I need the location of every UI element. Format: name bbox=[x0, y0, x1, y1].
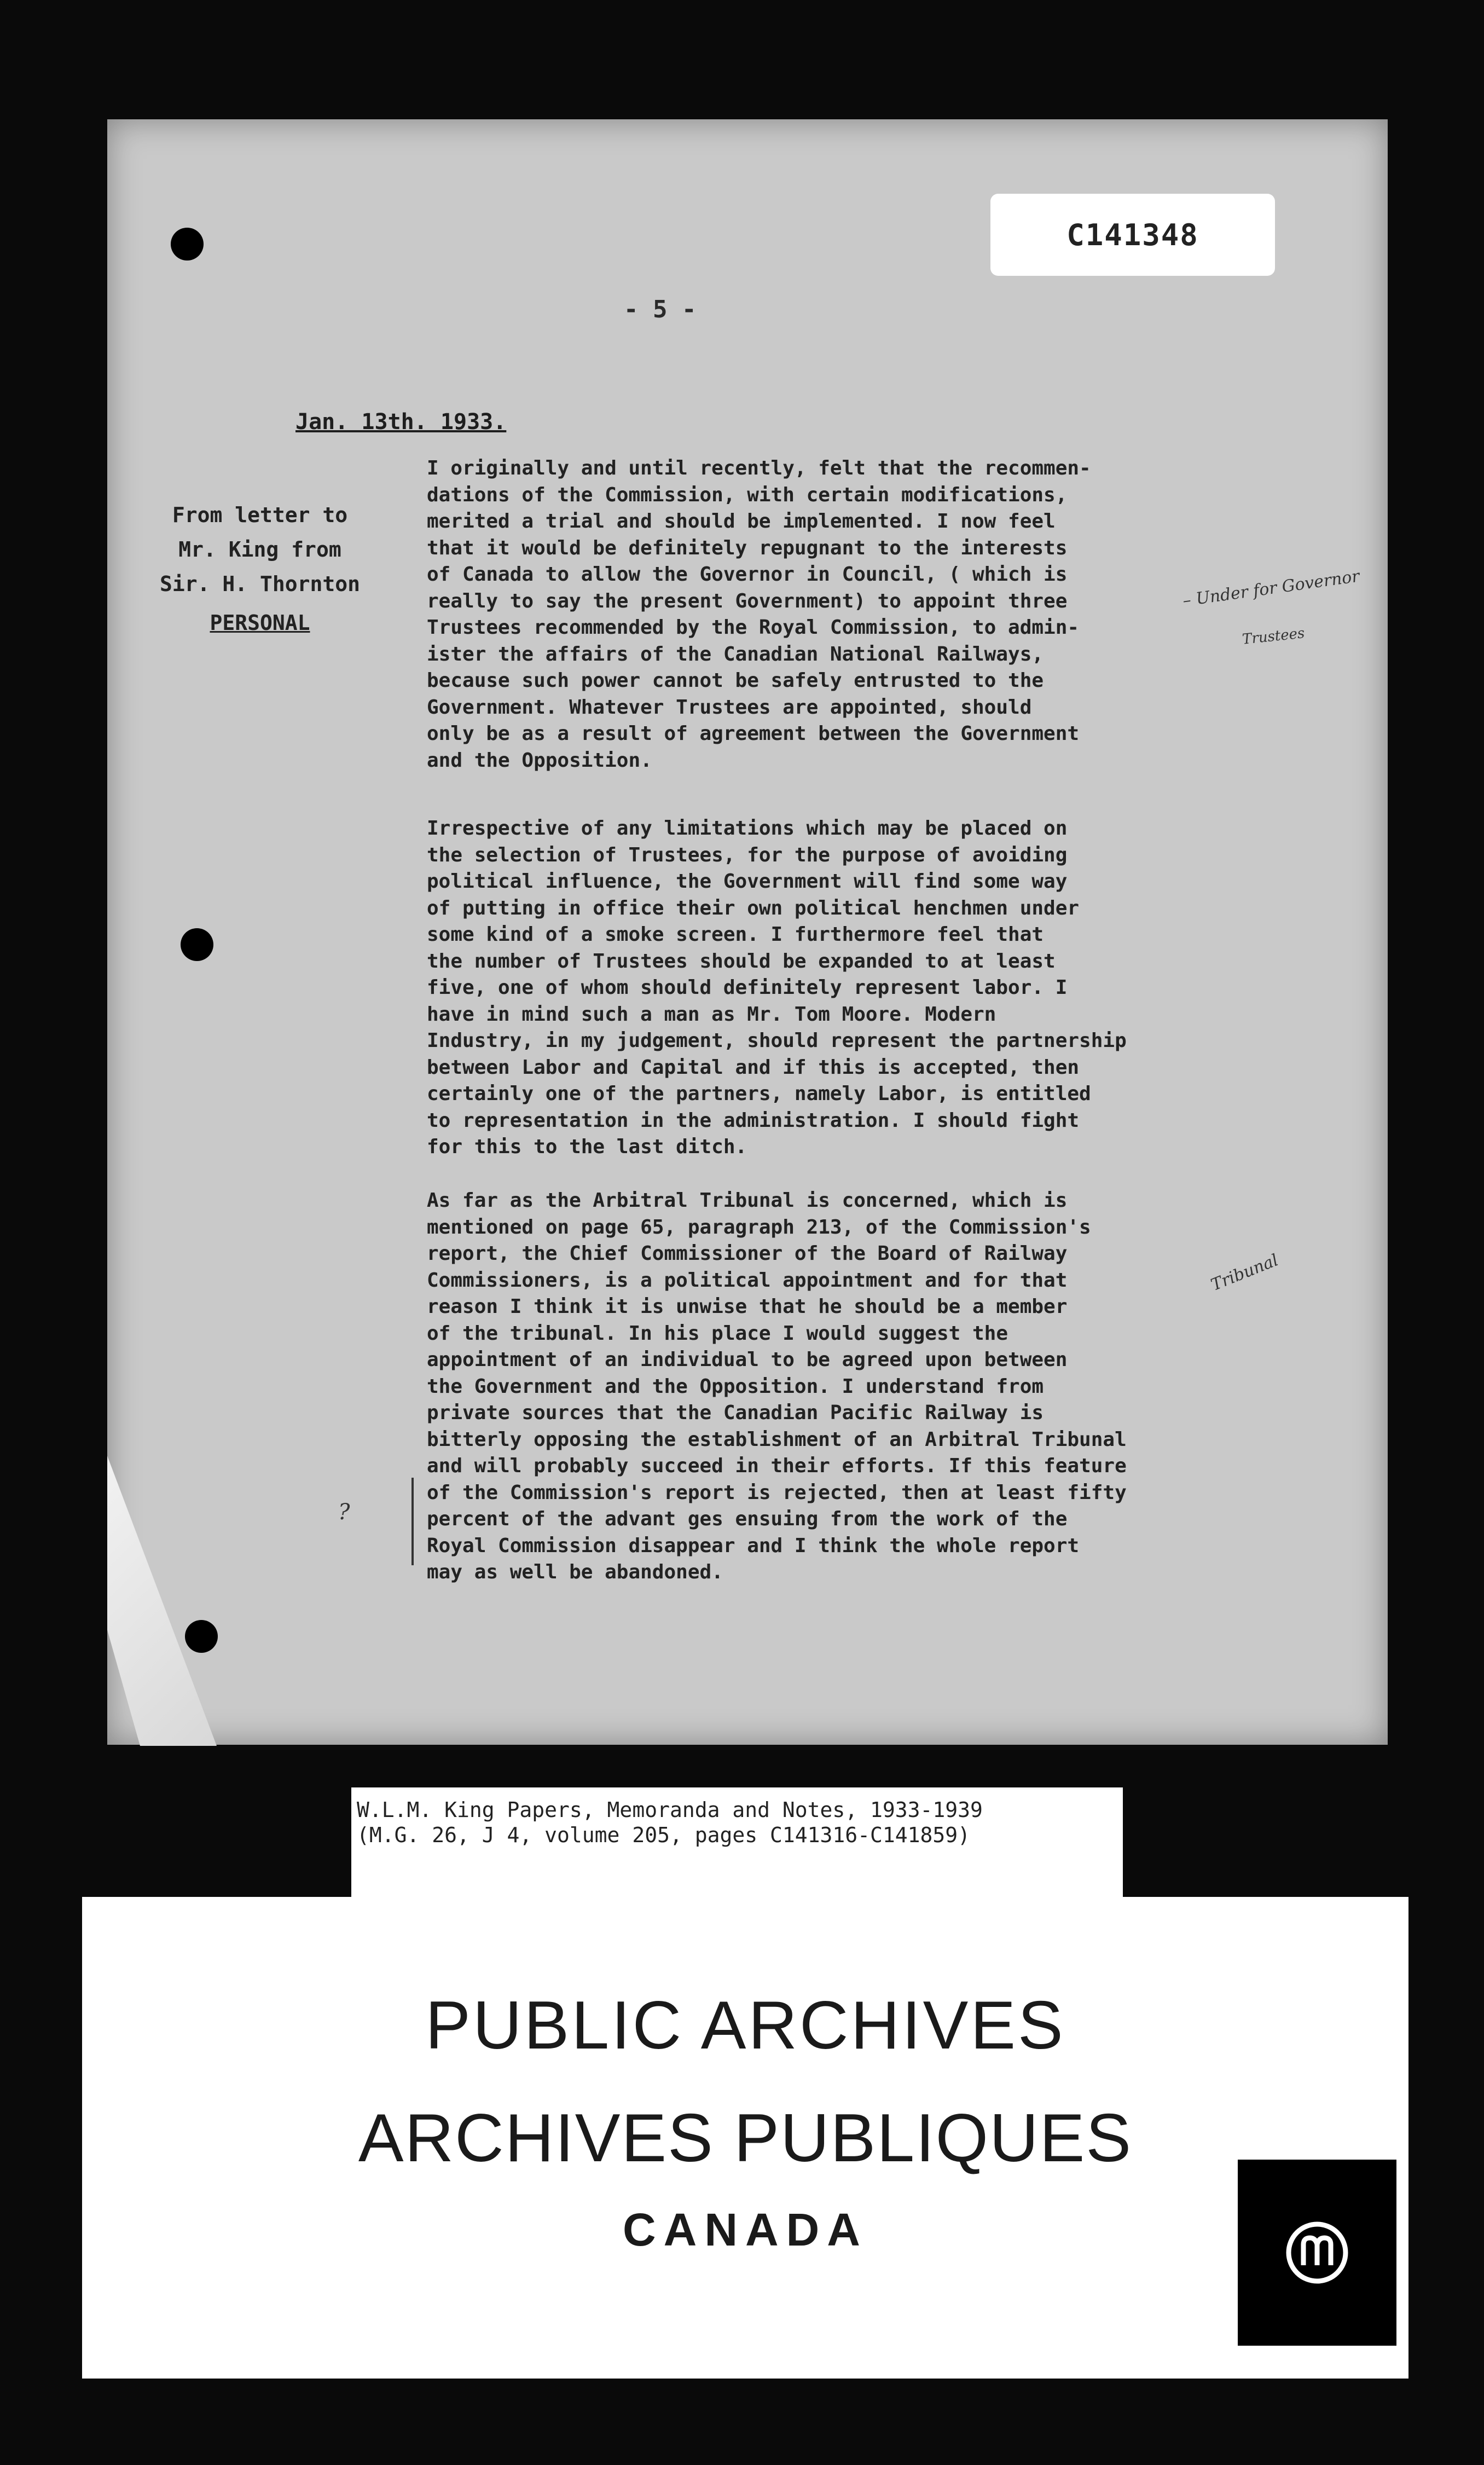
margin-note-line: Sir. H. Thornton bbox=[159, 572, 361, 596]
collection-caption bbox=[351, 1787, 1123, 1900]
text-line: Irrespective of any limitations which may be placed on bbox=[427, 817, 1068, 840]
caption-line: (M.G. 26, J 4, volume 205, pages C141316-C141859) bbox=[357, 1823, 971, 1847]
text-line: As far as the Arbitral Tribunal is concerned, which is bbox=[427, 1189, 1068, 1212]
text-line: appointment of an individual to be agreed upon between bbox=[427, 1349, 1068, 1371]
text-line: mentioned on page 65, paragraph 213, of the Commission's bbox=[427, 1216, 1091, 1239]
text-line: Commissioners, is a political appointment and for that bbox=[427, 1269, 1068, 1292]
text-line: reason I think it is unwise that he should be a member bbox=[427, 1295, 1068, 1318]
punch-hole bbox=[171, 228, 204, 261]
text-line: because such power cannot be safely entrusted to the bbox=[427, 669, 1044, 692]
text-line: some kind of a smoke screen. I furthermore feel that bbox=[427, 923, 1044, 946]
handwritten-annotation: Tribunal bbox=[1208, 1251, 1282, 1295]
margin-note bbox=[131, 498, 389, 640]
caption-line: W.L.M. King Papers, Memoranda and Notes, 1933-1939 bbox=[357, 1798, 983, 1822]
text-line: and will probably succeed in their efforts. If this feature bbox=[427, 1455, 1127, 1477]
text-line: report, the Chief Commissioner of the Board of Railway bbox=[427, 1242, 1068, 1265]
document-id-label bbox=[990, 194, 1275, 276]
text-line: the selection of Trustees, for the purpose of avoiding bbox=[427, 843, 1068, 866]
text-line: ister the affairs of the Canadian National Railways, bbox=[427, 643, 1044, 666]
paragraph-arbitral-tribunal bbox=[427, 1188, 1242, 1586]
letter-date: Jan. 13th. 1933. bbox=[295, 409, 507, 435]
text-line: I originally and until recently, felt that the recommen- bbox=[427, 457, 1091, 479]
text-line: for this to the last ditch. bbox=[427, 1136, 747, 1158]
document-id-text: C141348 bbox=[1066, 217, 1199, 252]
text-line: Government. Whatever Trustees are appointed, should bbox=[427, 696, 1032, 719]
text-line: of the tribunal. In his place I would suggest the bbox=[427, 1322, 1008, 1345]
text-line: Royal Commission disappear and I think the whole report bbox=[427, 1534, 1080, 1557]
text-line: five, one of whom should definitely represent labor. I bbox=[427, 976, 1068, 999]
text-line: Trustees recommended by the Royal Commission, to admin- bbox=[427, 616, 1080, 639]
text-line: private sources that the Canadian Pacific Railway is bbox=[427, 1402, 1044, 1424]
archives-logo-icon bbox=[1282, 2217, 1353, 2288]
text-line: to representation in the administration. I should fight bbox=[427, 1109, 1080, 1132]
archives-title-card bbox=[82, 1897, 1408, 2379]
text-line: political influence, the Government will find some way bbox=[427, 870, 1068, 893]
text-line: dations of the Commission, with certain modifications, bbox=[427, 483, 1068, 506]
text-line: really to say the present Government) to appoint three bbox=[427, 589, 1068, 612]
text-line: that it would be definitely repugnant to the interests bbox=[427, 536, 1068, 559]
margin-note-line: Mr. King from bbox=[178, 537, 341, 562]
paragraph-recommendations bbox=[427, 455, 1242, 774]
text-line: bitterly opposing the establishment of an Arbitral Tribunal bbox=[427, 1428, 1127, 1451]
punch-hole bbox=[185, 1620, 218, 1653]
punch-hole bbox=[181, 928, 213, 961]
archives-title-french: ARCHIVES PUBLIQUES bbox=[358, 2101, 1133, 2176]
text-line: Industry, in my judgement, should represent the partnership bbox=[427, 1029, 1127, 1052]
text-line: percent of the advant ges ensuing from the work of the bbox=[427, 1508, 1068, 1530]
text-line: between Labor and Capital and if this is accepted, then bbox=[427, 1056, 1080, 1079]
margin-line-mark bbox=[411, 1478, 414, 1565]
archives-logo-block bbox=[1238, 2160, 1396, 2346]
text-line: may as well be abandoned. bbox=[427, 1561, 723, 1583]
text-line: merited a trial and should be implemented. I now feel bbox=[427, 510, 1056, 533]
text-line: of putting in office their own political henchmen under bbox=[427, 896, 1080, 919]
text-line: certainly one of the partners, namely Labor, is entitled bbox=[427, 1083, 1091, 1105]
text-line: of the Commission's report is rejected, then at least fifty bbox=[427, 1481, 1127, 1504]
archives-country: CANADA bbox=[623, 2204, 868, 2255]
page-number: - 5 - bbox=[624, 296, 697, 323]
text-line: and the Opposition. bbox=[427, 749, 652, 772]
handwritten-annotation: Trustees bbox=[1241, 625, 1306, 648]
handwritten-annotation: – Under for Governor bbox=[1181, 566, 1361, 611]
handwritten-query-mark: ? bbox=[338, 1500, 350, 1525]
text-line: only be as a result of agreement between the Government bbox=[427, 722, 1080, 745]
text-line: the Government and the Opposition. I understand from bbox=[427, 1375, 1044, 1398]
text-line: have in mind such a man as Mr. Tom Moore. Modern bbox=[427, 1003, 996, 1026]
text-line: of Canada to allow the Governor in Council, ( which is bbox=[427, 563, 1068, 586]
personal-marking: PERSONAL bbox=[210, 611, 310, 635]
archives-title-english: PUBLIC ARCHIVES bbox=[425, 1988, 1065, 2063]
margin-note-line: From letter to bbox=[172, 503, 348, 527]
paragraph-trustees bbox=[427, 815, 1242, 1161]
text-line: the number of Trustees should be expanded to at least bbox=[427, 950, 1056, 973]
